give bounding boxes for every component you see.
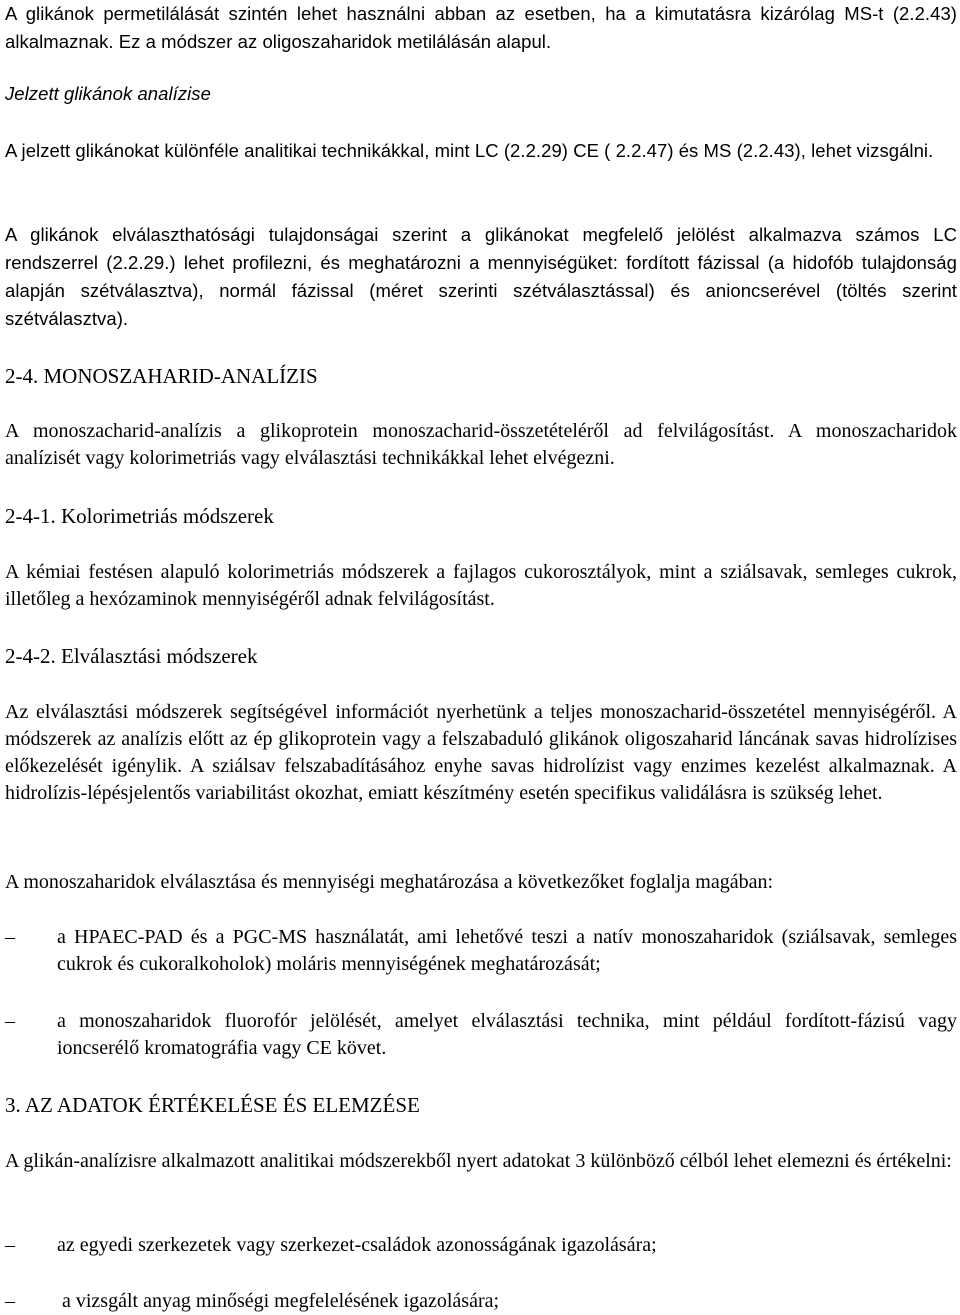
labelled-glycans-subheading: Jelzett glikánok analízise: [5, 83, 211, 104]
section-heading-2-4-1: 2-4-1. Kolorimetriás módszerek: [5, 504, 274, 528]
list-item-text: a HPAEC-PAD és a PGC-MS használatát, ami lehetővé teszi a natív monoszaharidok (sziálsavak, semleges cukrok és cukoralkoholok) moláris mennyiségének meghatározását;: [57, 926, 957, 975]
list-item-text: a vizsgált anyag minőségi megfelelésének igazolására;: [62, 1290, 500, 1312]
monosaccharide-intro-paragraph: A monoszaharidok elválasztása és mennyiségi meghatározása a következőket foglalja magában:: [5, 871, 774, 893]
intro-paragraph: A glikánok permetilálását szintén lehet használni abban az esetben, ha a kimutatásra kizárólag MS-t (2.2.43) alkalmaznak. Ez a módszer az oligoszaharidok metilálásán alapul.: [5, 3, 957, 52]
section-3-paragraph: A glikán-analízisre alkalmazott analitikai módszerekből nyert adatokat 3 különböző célból lehet elemezni és értékelni:: [5, 1150, 952, 1172]
section-heading-2-4: 2-4. MONOSZAHARID-ANALÍZIS: [5, 364, 318, 388]
section-heading-2-4-2: 2-4-2. Elválasztási módszerek: [5, 644, 258, 668]
dash-bullet: –: [5, 1010, 15, 1032]
dash-bullet: –: [5, 1234, 15, 1256]
document-page: [5, 0, 957, 1315]
list-item: [5, 1288, 957, 1315]
section-2-4-1-paragraph: A kémiai festésen alapuló kolorimetriás módszerek a fajlagos cukorosztályok, mint a sziálsavak, semleges cukrok, illetőleg a hexózaminok mennyiségéről adnak felvilágosítást.: [5, 561, 957, 610]
dash-bullet: –: [5, 926, 15, 948]
section-heading-3: 3. AZ ADATOK ÉRTÉKELÉSE ÉS ELEMZÉSE: [5, 1093, 420, 1117]
list-item-text: a monoszaharidok fluorofór jelölését, amelyet elválasztási technika, mint például fordított-fázisú vagy ioncserélő kromatográfia vagy CE követ.: [57, 1010, 957, 1059]
section-2-4-2-paragraph: Az elválasztási módszerek segítségével információt nyerhetünk a teljes monoszacharid-összetétel mennyiségéről. A módszerek az analízis előtt az ép glikoprotein vagy a felszabaduló glikánok oligoszaharid láncának savas hidrolízises előkezelését igénylik. A sziálsav felszabadításához enyhe savas hidrolízist vagy enzimes kezelést alkalmaznak. A hidrolízis-lépésjelentős variabilitást okozhat, emiatt készítmény esetén specifikus validálásra is szükség lehet.: [5, 701, 957, 804]
list-item: [5, 1232, 957, 1259]
section-2-4-paragraph: A monoszacharid-analízis a glikoprotein monoszacharid-összetételéről ad felvilágosítást. A monoszacharidok analízisét vagy kolorimetriás vagy elválasztási technikákkal lehet elvégezni.: [5, 420, 957, 469]
list-item: [5, 1008, 957, 1062]
labelled-glycans-paragraph-1: A jelzett glikánokat különféle analitikai technikákkal, mint LC (2.2.29) CE ( 2.2.47) és MS (2.2.43), lehet vizsgálni.: [5, 140, 934, 161]
labelled-glycans-paragraph-2: A glikánok elválaszthatósági tulajdonságai szerint a glikánokat megfelelő jelölést alkalmazva számos LC rendszerrel (2.2.29.) lehet profilezni, és meghatározni a mennyiségüket: fordított fázissal (a hidofób tulajdonság alapján szétválasztva), normál fázissal (méret szerinti szétválasztással) és anioncserével (töltés szerint szétválasztva).: [5, 224, 957, 329]
list-item: [5, 924, 957, 978]
dash-bullet: –: [5, 1290, 15, 1312]
list-item-text: az egyedi szerkezetek vagy szerkezet-családok azonosságának igazolására;: [57, 1234, 657, 1256]
